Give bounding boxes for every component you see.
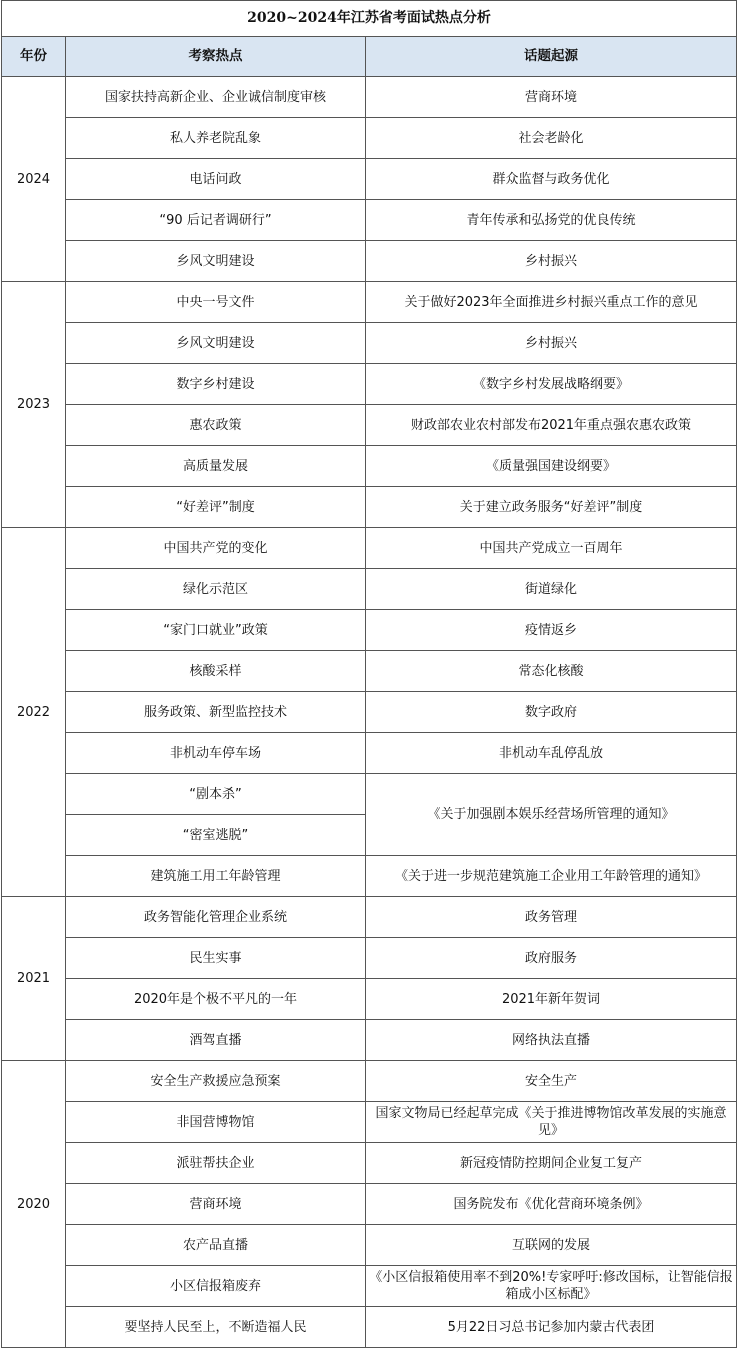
year-cell: 2024 <box>2 77 66 282</box>
year-cell: 2020 <box>2 1061 66 1348</box>
origin-cell: 中国共产党成立一百周年 <box>366 528 737 569</box>
hotspot-table <box>1 0 737 1348</box>
hotspot-cell: “剧本杀” <box>66 774 366 815</box>
origin-cell: 5月22日习总书记参加内蒙古代表团 <box>366 1307 737 1348</box>
header-year: 年份 <box>2 37 66 77</box>
origin-cell: 非机动车乱停乱放 <box>366 733 737 774</box>
hotspot-cell: 国家扶持高新企业、企业诚信制度审核 <box>66 77 366 118</box>
origin-cell: 乡村振兴 <box>366 323 737 364</box>
table-row <box>2 692 737 733</box>
hotspot-cell: 私人养老院乱象 <box>66 118 366 159</box>
table-row <box>2 897 737 938</box>
origin-cell: 群众监督与政务优化 <box>366 159 737 200</box>
origin-cell: 数字政府 <box>366 692 737 733</box>
hotspot-cell: 电话问政 <box>66 159 366 200</box>
table-row <box>2 528 737 569</box>
hotspot-cell: 数字乡村建设 <box>66 364 366 405</box>
table-row <box>2 979 737 1020</box>
table-row <box>2 282 737 323</box>
header-row <box>2 37 737 77</box>
table-title: 2020~2024年江苏省考面试热点分析 <box>2 1 737 37</box>
table-row <box>2 364 737 405</box>
hotspot-cell: “90 后记者调研行” <box>66 200 366 241</box>
origin-cell: 《数字乡村发展战略纲要》 <box>366 364 737 405</box>
hotspot-cell: 乡风文明建设 <box>66 241 366 282</box>
origin-cell: 新冠疫情防控期间企业复工复产 <box>366 1143 737 1184</box>
origin-cell: 营商环境 <box>366 77 737 118</box>
origin-cell: 《关于加强剧本娱乐经营场所管理的通知》 <box>366 774 737 856</box>
hotspot-cell: “密室逃脱” <box>66 815 366 856</box>
table-row <box>2 487 737 528</box>
origin-cell: 青年传承和弘扬党的优良传统 <box>366 200 737 241</box>
hotspot-cell: 核酸采样 <box>66 651 366 692</box>
table-row <box>2 446 737 487</box>
table-row <box>2 1184 737 1225</box>
header-hotspot: 考察热点 <box>66 37 366 77</box>
hotspot-cell: 中国共产党的变化 <box>66 528 366 569</box>
origin-cell: 《关于进一步规范建筑施工企业用工年龄管理的通知》 <box>366 856 737 897</box>
origin-cell: 财政部农业农村部发布2021年重点强农惠农政策 <box>366 405 737 446</box>
hotspot-cell: 要坚持人民至上，不断造福人民 <box>66 1307 366 1348</box>
origin-cell: 关于建立政务服务“好差评”制度 <box>366 487 737 528</box>
hotspot-cell: 非机动车停车场 <box>66 733 366 774</box>
hotspot-cell: 服务政策、新型监控技术 <box>66 692 366 733</box>
hotspot-cell: 中央一号文件 <box>66 282 366 323</box>
header-origin: 话题起源 <box>366 37 737 77</box>
origin-cell: 街道绿化 <box>366 569 737 610</box>
table-row <box>2 1266 737 1307</box>
year-cell: 2023 <box>2 282 66 528</box>
year-cell: 2021 <box>2 897 66 1061</box>
origin-cell: 网络执法直播 <box>366 1020 737 1061</box>
origin-cell: 乡村振兴 <box>366 241 737 282</box>
hotspot-cell: 2020年是个极不平凡的一年 <box>66 979 366 1020</box>
year-cell: 2022 <box>2 528 66 897</box>
hotspot-cell: 乡风文明建设 <box>66 323 366 364</box>
table-row <box>2 241 737 282</box>
table-row <box>2 774 737 815</box>
table-row <box>2 856 737 897</box>
origin-cell: 政务管理 <box>366 897 737 938</box>
hotspot-cell: 高质量发展 <box>66 446 366 487</box>
table-row <box>2 1307 737 1348</box>
origin-cell: 常态化核酸 <box>366 651 737 692</box>
origin-cell: 关于做好2023年全面推进乡村振兴重点工作的意见 <box>366 282 737 323</box>
hotspot-cell: “家门口就业”政策 <box>66 610 366 651</box>
origin-cell: 安全生产 <box>366 1061 737 1102</box>
table-row <box>2 569 737 610</box>
origin-cell: 国家文物局已经起草完成《关于推进博物馆改革发展的实施意见》 <box>366 1102 737 1143</box>
hotspot-cell: 派驻帮扶企业 <box>66 1143 366 1184</box>
table-row <box>2 200 737 241</box>
hotspot-cell: 政务智能化管理企业系统 <box>66 897 366 938</box>
hotspot-cell: 建筑施工用工年龄管理 <box>66 856 366 897</box>
hotspot-cell: 酒驾直播 <box>66 1020 366 1061</box>
table-row <box>2 405 737 446</box>
hotspot-cell: 绿化示范区 <box>66 569 366 610</box>
title-row <box>2 1 737 37</box>
hotspot-cell: “好差评”制度 <box>66 487 366 528</box>
hotspot-cell: 民生实事 <box>66 938 366 979</box>
table-row <box>2 77 737 118</box>
hotspot-cell: 农产品直播 <box>66 1225 366 1266</box>
table-row <box>2 323 737 364</box>
origin-cell: 互联网的发展 <box>366 1225 737 1266</box>
origin-cell: 国务院发布《优化营商环境条例》 <box>366 1184 737 1225</box>
table-row <box>2 1061 737 1102</box>
table-row <box>2 159 737 200</box>
table-row <box>2 1102 737 1143</box>
origin-cell: 疫情返乡 <box>366 610 737 651</box>
origin-cell: 政府服务 <box>366 938 737 979</box>
hotspot-cell: 安全生产救援应急预案 <box>66 1061 366 1102</box>
origin-cell: 社会老龄化 <box>366 118 737 159</box>
origin-cell: 《质量强国建设纲要》 <box>366 446 737 487</box>
table-row <box>2 651 737 692</box>
table-row <box>2 733 737 774</box>
origin-cell: 2021年新年贺词 <box>366 979 737 1020</box>
hotspot-cell: 营商环境 <box>66 1184 366 1225</box>
table-row <box>2 938 737 979</box>
table-row <box>2 1225 737 1266</box>
hotspot-cell: 惠农政策 <box>66 405 366 446</box>
hotspot-cell: 小区信报箱废弃 <box>66 1266 366 1307</box>
table-row <box>2 610 737 651</box>
table-row <box>2 118 737 159</box>
hotspot-cell: 非国营博物馆 <box>66 1102 366 1143</box>
table-row <box>2 1020 737 1061</box>
table-row <box>2 1143 737 1184</box>
origin-cell: 《小区信报箱使用率不到20%!专家呼吁:修改国标，让智能信报箱成小区标配》 <box>366 1266 737 1307</box>
